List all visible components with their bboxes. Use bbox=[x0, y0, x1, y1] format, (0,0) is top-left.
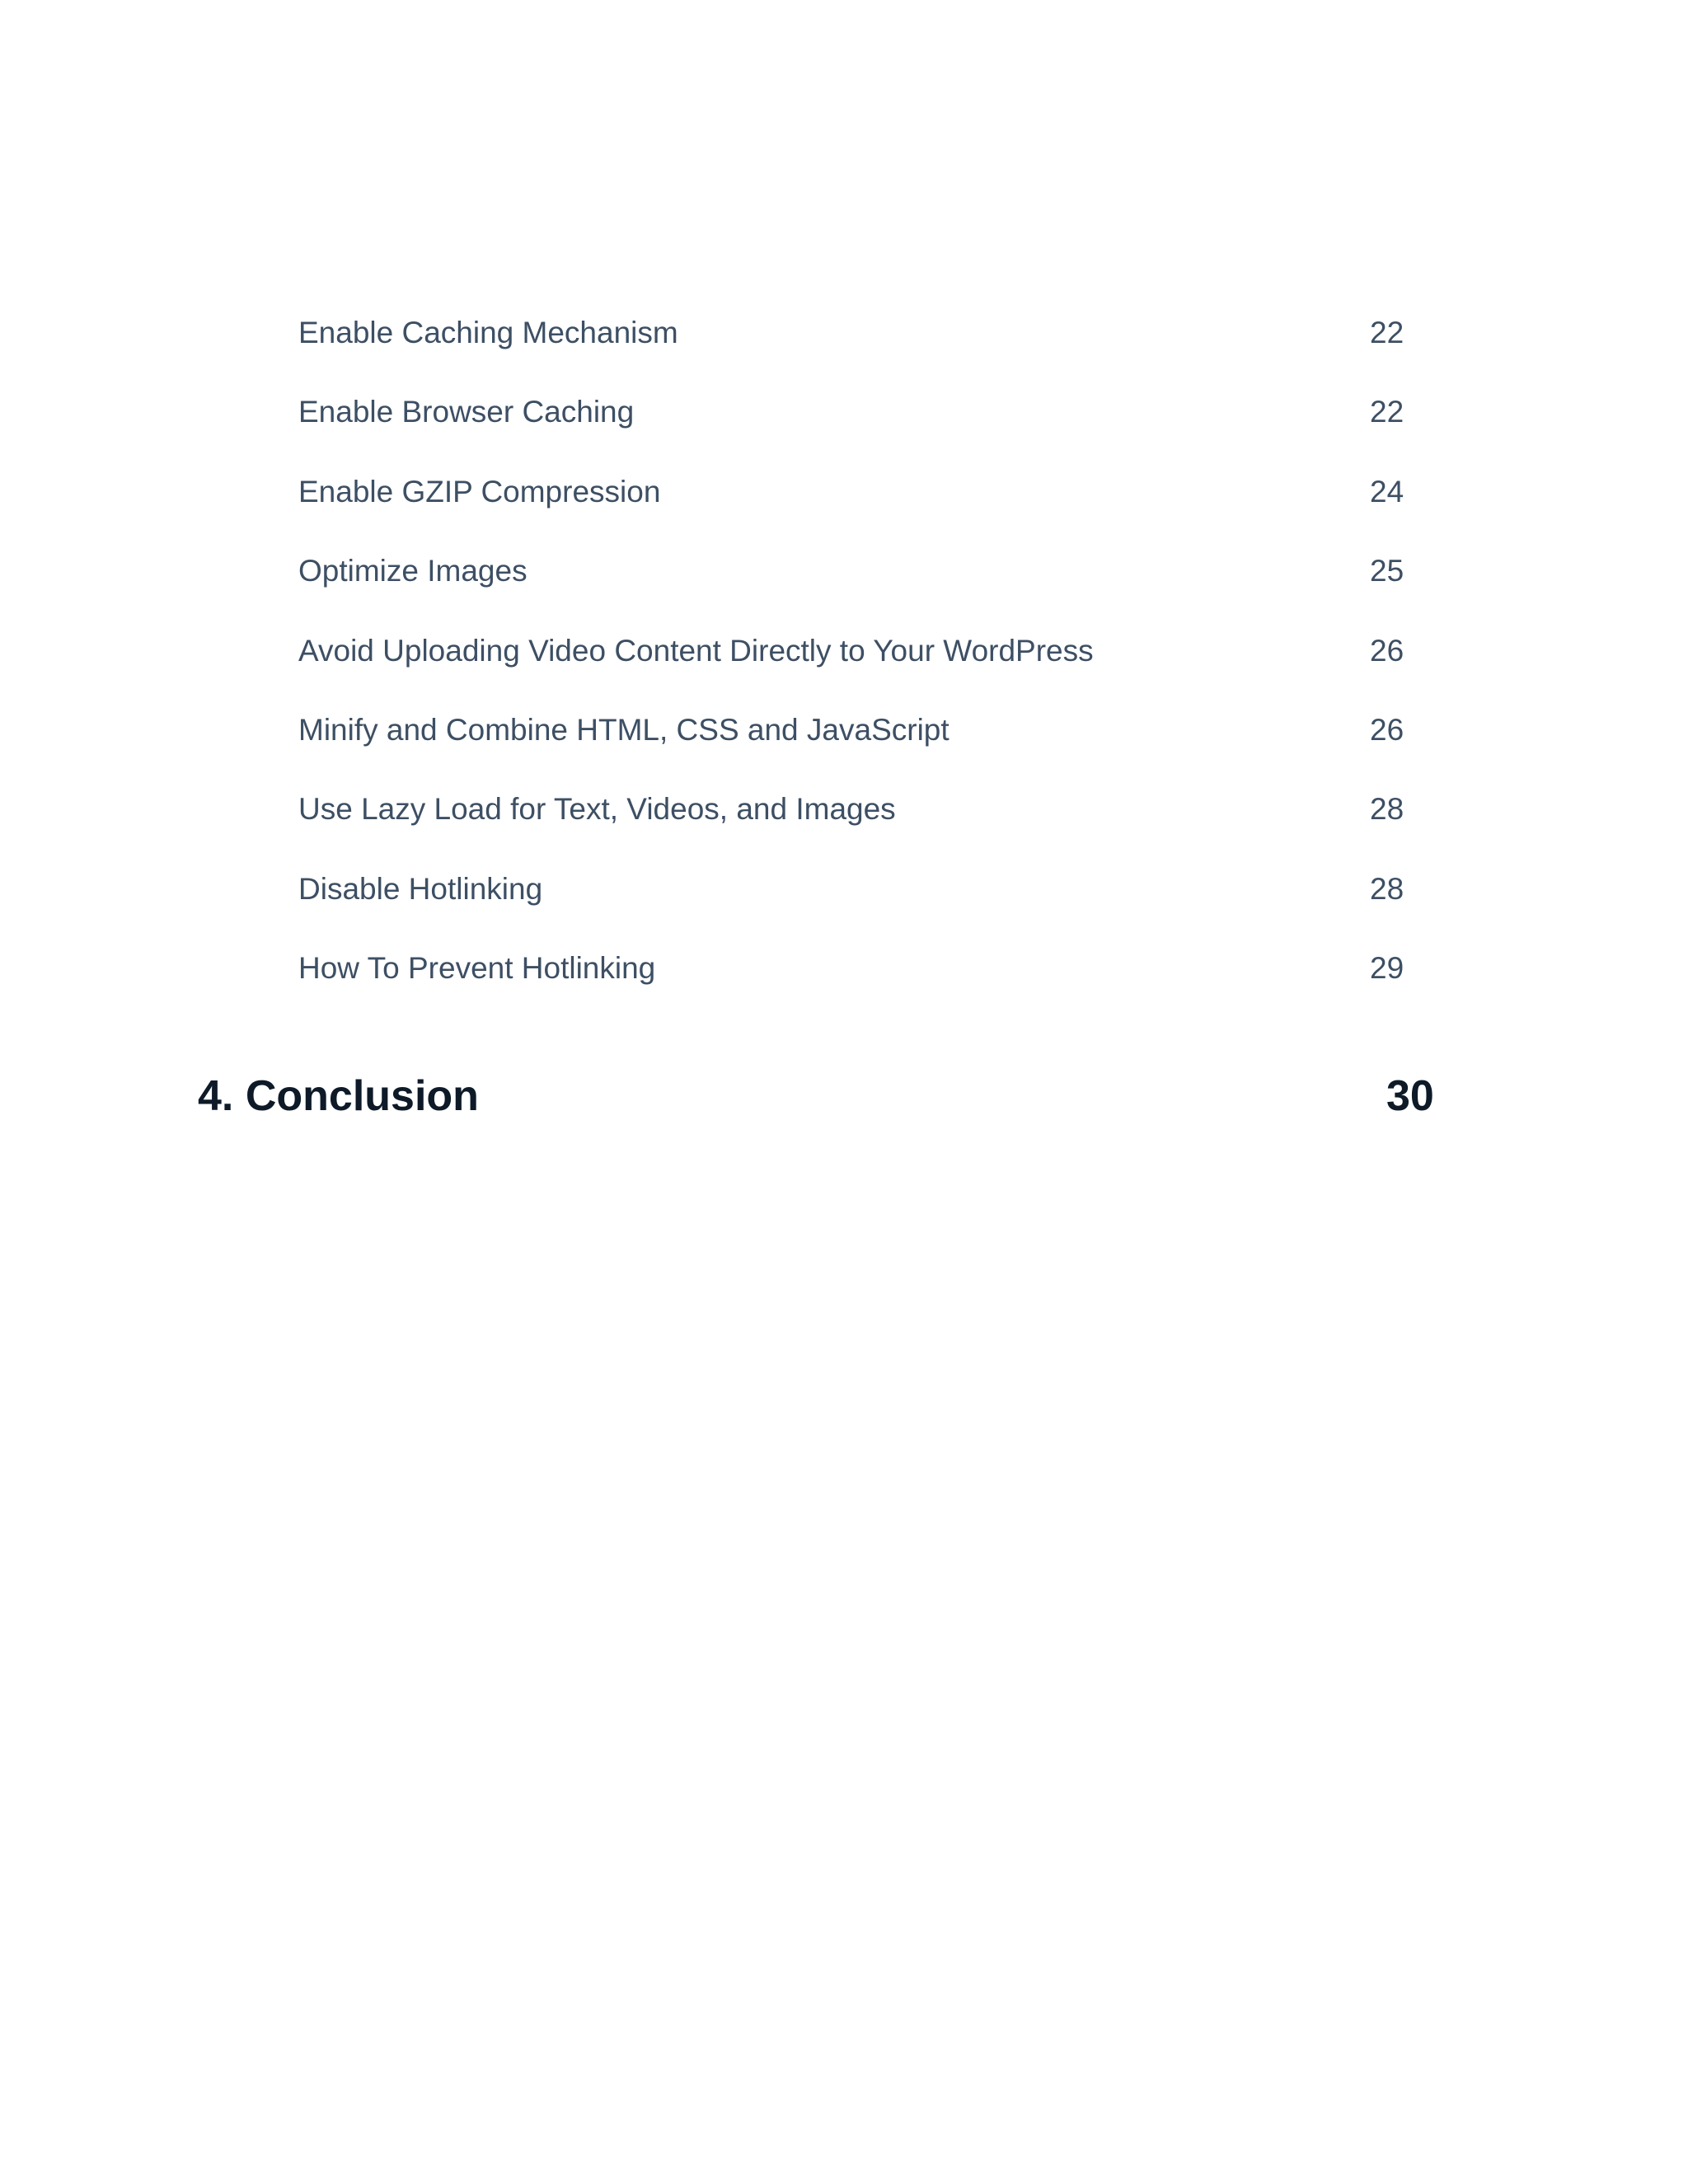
toc-entry-title: Optimize Images bbox=[298, 554, 528, 588]
toc-entry[interactable] bbox=[298, 705, 1428, 785]
toc-entry-page-number: 22 bbox=[1370, 395, 1404, 429]
toc-entry-page-number: 22 bbox=[1370, 316, 1404, 349]
toc-section-page-number: 30 bbox=[1386, 1072, 1434, 1120]
toc-entry-page-number: 24 bbox=[1370, 474, 1404, 509]
toc-entry-title: Enable Caching Mechanism bbox=[298, 316, 678, 349]
toc-entry[interactable] bbox=[298, 546, 1428, 626]
toc-entry[interactable] bbox=[298, 865, 1428, 944]
toc-entry-page-number: 25 bbox=[1370, 554, 1404, 588]
toc-entry-page-number: 28 bbox=[1370, 792, 1404, 827]
toc-entry-page-number: 26 bbox=[1370, 712, 1404, 747]
toc-entry-title: Minify and Combine HTML, CSS and JavaScript bbox=[298, 712, 950, 747]
toc-entry[interactable] bbox=[298, 626, 1428, 705]
toc-section-title: 4. Conclusion bbox=[198, 1072, 479, 1120]
toc-entry[interactable] bbox=[298, 387, 1428, 466]
toc-entry-page-number: 26 bbox=[1370, 633, 1404, 668]
toc-entry-page-number: 29 bbox=[1370, 951, 1404, 986]
toc-entry-title: Enable Browser Caching bbox=[298, 395, 635, 429]
toc-entry-title: Avoid Uploading Video Content Directly to Your WordPress bbox=[298, 633, 1094, 668]
toc-entry-title: Enable GZIP Compression bbox=[298, 474, 661, 509]
toc-entry-page-number: 28 bbox=[1370, 871, 1404, 906]
toc-entry[interactable] bbox=[298, 944, 1428, 1023]
toc-entry[interactable] bbox=[298, 308, 1428, 387]
toc-section-conclusion[interactable] bbox=[198, 1066, 1444, 1126]
toc-entry[interactable] bbox=[298, 467, 1428, 546]
toc-entry[interactable] bbox=[298, 785, 1428, 864]
toc-entry-title: Use Lazy Load for Text, Videos, and Images bbox=[298, 792, 896, 827]
toc-subsection-list bbox=[298, 308, 1428, 1024]
toc-entry-title: How To Prevent Hotlinking bbox=[298, 951, 656, 986]
toc-entry-title: Disable Hotlinking bbox=[298, 871, 543, 906]
